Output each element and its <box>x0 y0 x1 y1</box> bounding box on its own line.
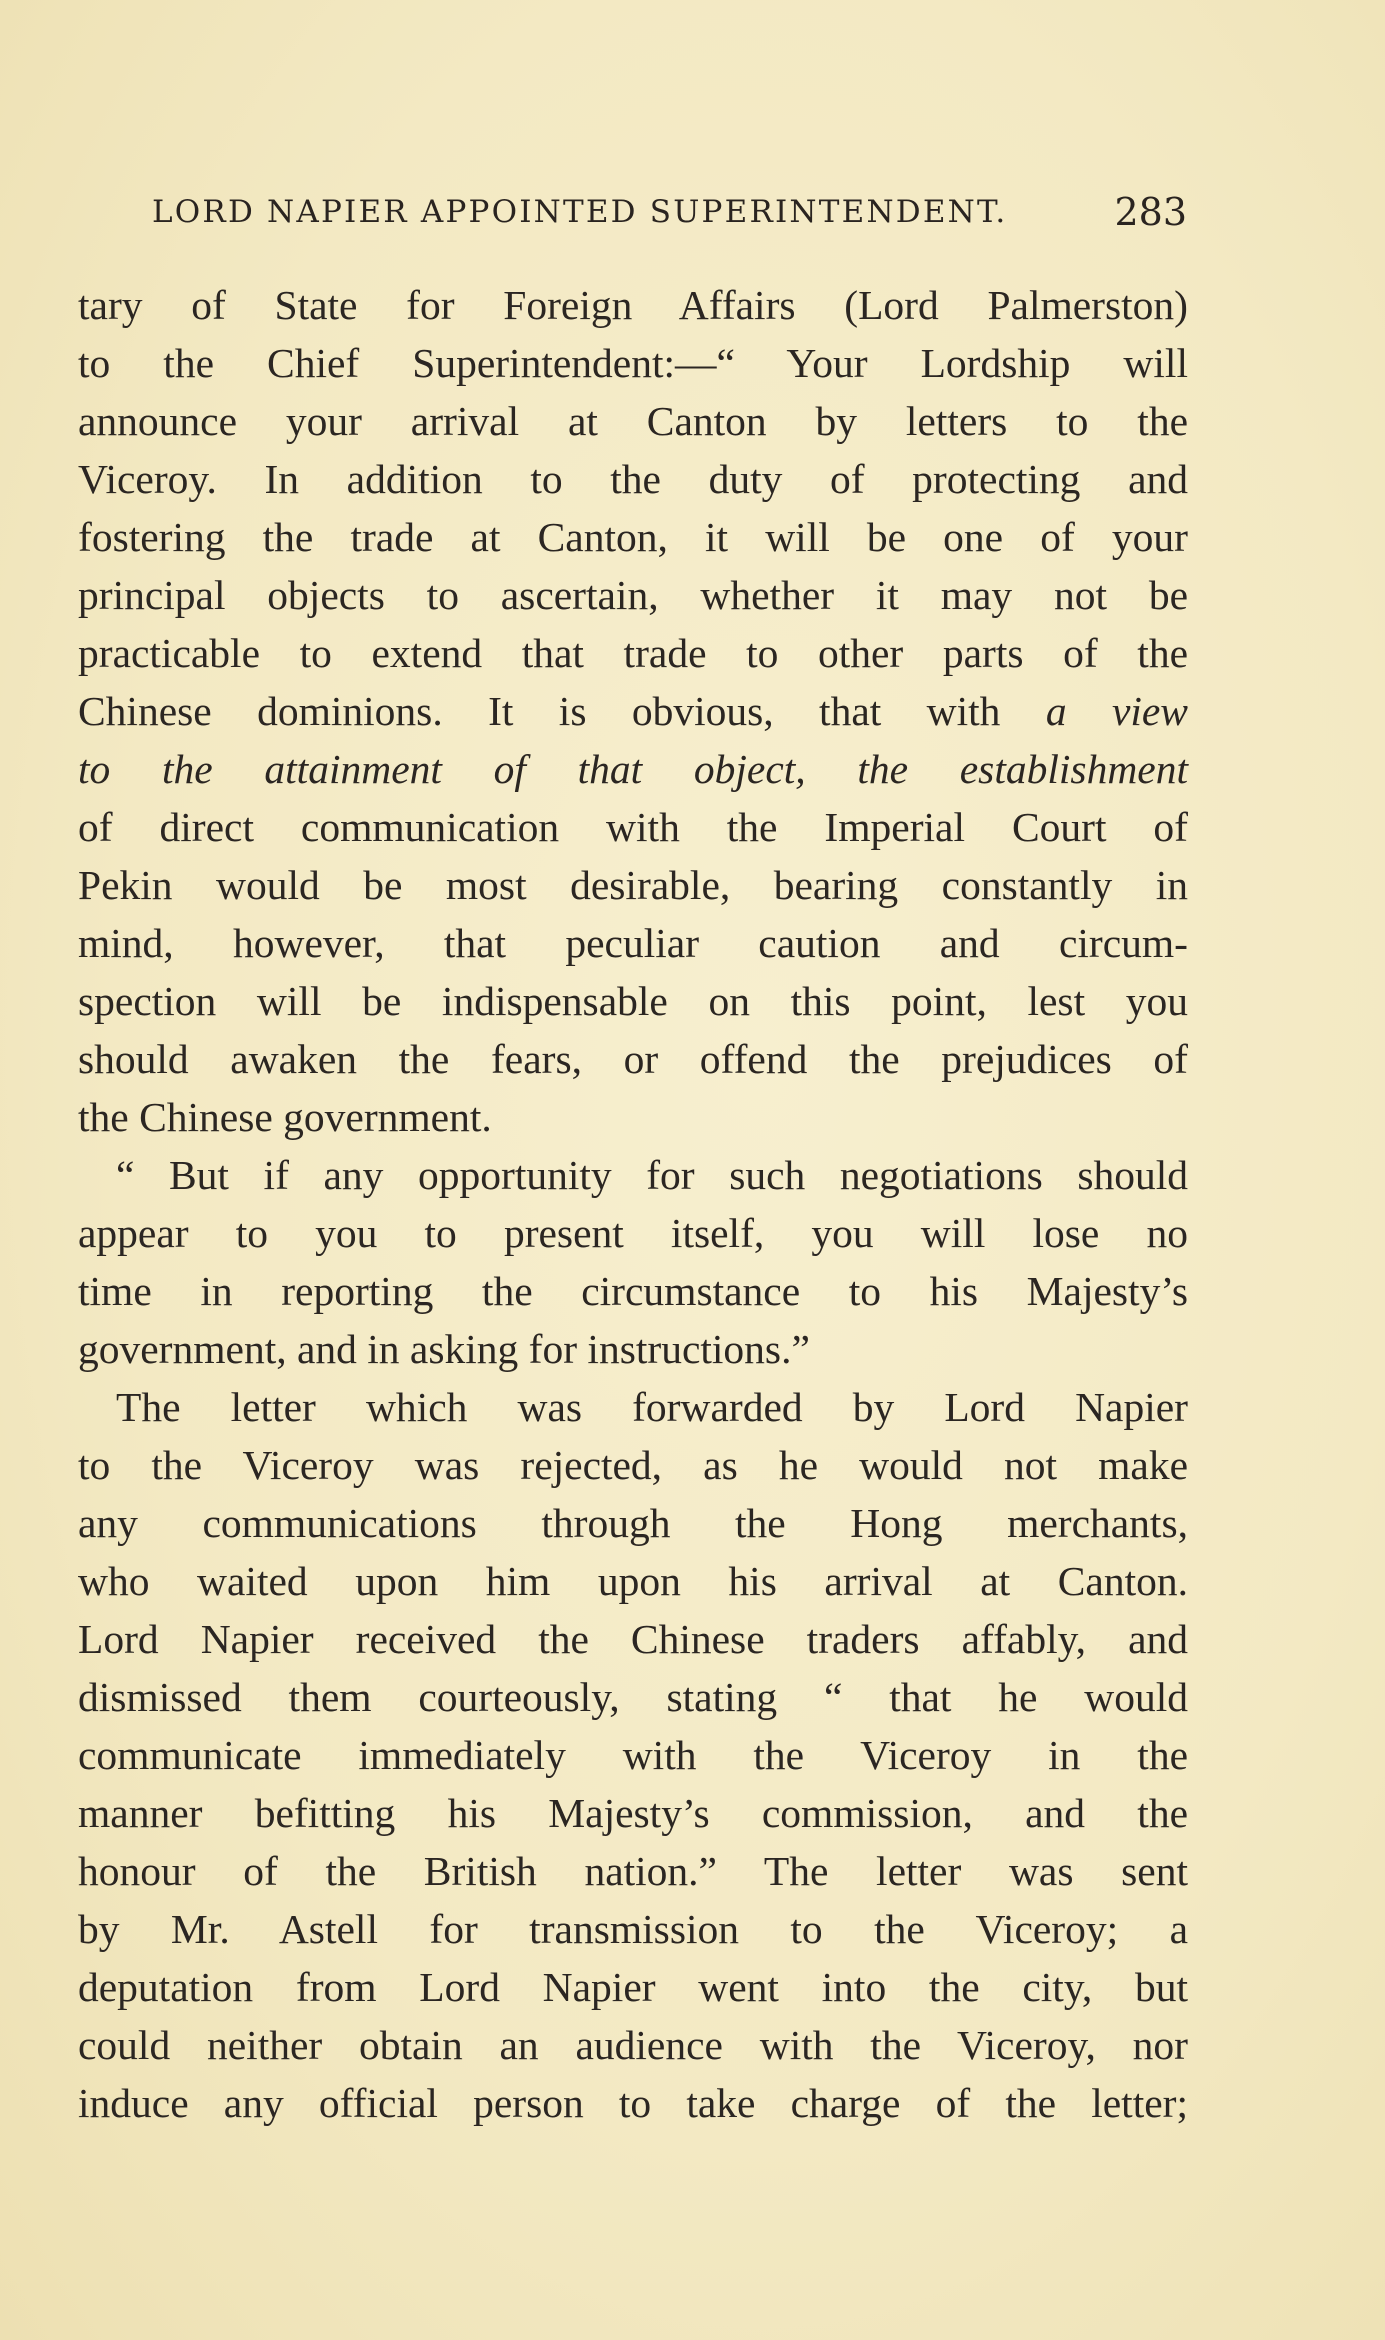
running-head: LORD NAPIER APPOINTED SUPERINTENDENT. <box>152 194 1008 230</box>
text-line: principal objects to ascertain, whether it may not be <box>78 572 1188 618</box>
text-line: mind, however, that peculiar caution and circum- <box>78 920 1188 966</box>
text-line: Pekin would be most desirable, bearing constantly in <box>78 862 1188 908</box>
text-line: any communications through the Hong merchants, <box>78 1500 1188 1546</box>
page-header <box>152 190 1187 238</box>
text-line: government, and in asking for instructions.” <box>78 1326 810 1372</box>
text-line: The letter which was forwarded by Lord Napier <box>116 1384 1188 1430</box>
text-line: to the Chief Superintendent:—“ Your Lordship will <box>78 340 1188 386</box>
text-line: should awaken the fears, or offend the prejudices of <box>78 1036 1188 1082</box>
text-line: by Mr. Astell for transmission to the Viceroy; a <box>78 1906 1188 1952</box>
text-line: tary of State for Foreign Affairs (Lord Palmerston) <box>78 282 1188 328</box>
text-line: Viceroy. In addition to the duty of protecting and <box>78 456 1188 502</box>
text-line: Lord Napier received the Chinese traders affably, and <box>78 1616 1188 1662</box>
text-line: manner befitting his Majesty’s commission, and the <box>78 1790 1188 1836</box>
text-line: the Chinese government. <box>78 1094 492 1140</box>
text-line: announce your arrival at Canton by letters to the <box>78 398 1188 444</box>
text-line <box>78 682 1188 740</box>
text-line: to the attainment of that object, the establishment <box>78 746 1188 792</box>
text-line: fostering the trade at Canton, it will be one of your <box>78 514 1188 560</box>
text-line: induce any official person to take charge of the letter; <box>78 2080 1188 2126</box>
text-segment: Chinese dominions. It is obvious, that with <box>78 688 1001 734</box>
page-number: 283 <box>1114 190 1187 234</box>
text-line: practicable to extend that trade to other parts of the <box>78 630 1188 676</box>
text-line: to the Viceroy was rejected, as he would not make <box>78 1442 1188 1488</box>
body-text <box>78 276 1188 2132</box>
text-line: honour of the British nation.” The letter was sent <box>78 1848 1188 1894</box>
text-line: of direct communication with the Imperial Court of <box>78 804 1188 850</box>
text-line: deputation from Lord Napier went into the city, but <box>78 1964 1188 2010</box>
text-line: dismissed them courteously, stating “ that he would <box>78 1674 1188 1720</box>
text-line: appear to you to present itself, you will lose no <box>78 1210 1188 1256</box>
text-line: who waited upon him upon his arrival at Canton. <box>78 1558 1188 1604</box>
italic-segment: a view <box>1045 688 1188 734</box>
text-line: could neither obtain an audience with the Viceroy, nor <box>78 2022 1188 2068</box>
text-line: communicate immediately with the Viceroy in the <box>78 1732 1188 1778</box>
text-line: time in reporting the circumstance to his Majesty’s <box>78 1268 1188 1314</box>
text-line: “ But if any opportunity for such negotiations should <box>116 1152 1188 1198</box>
text-line: spection will be indispensable on this point, lest you <box>78 978 1188 1024</box>
